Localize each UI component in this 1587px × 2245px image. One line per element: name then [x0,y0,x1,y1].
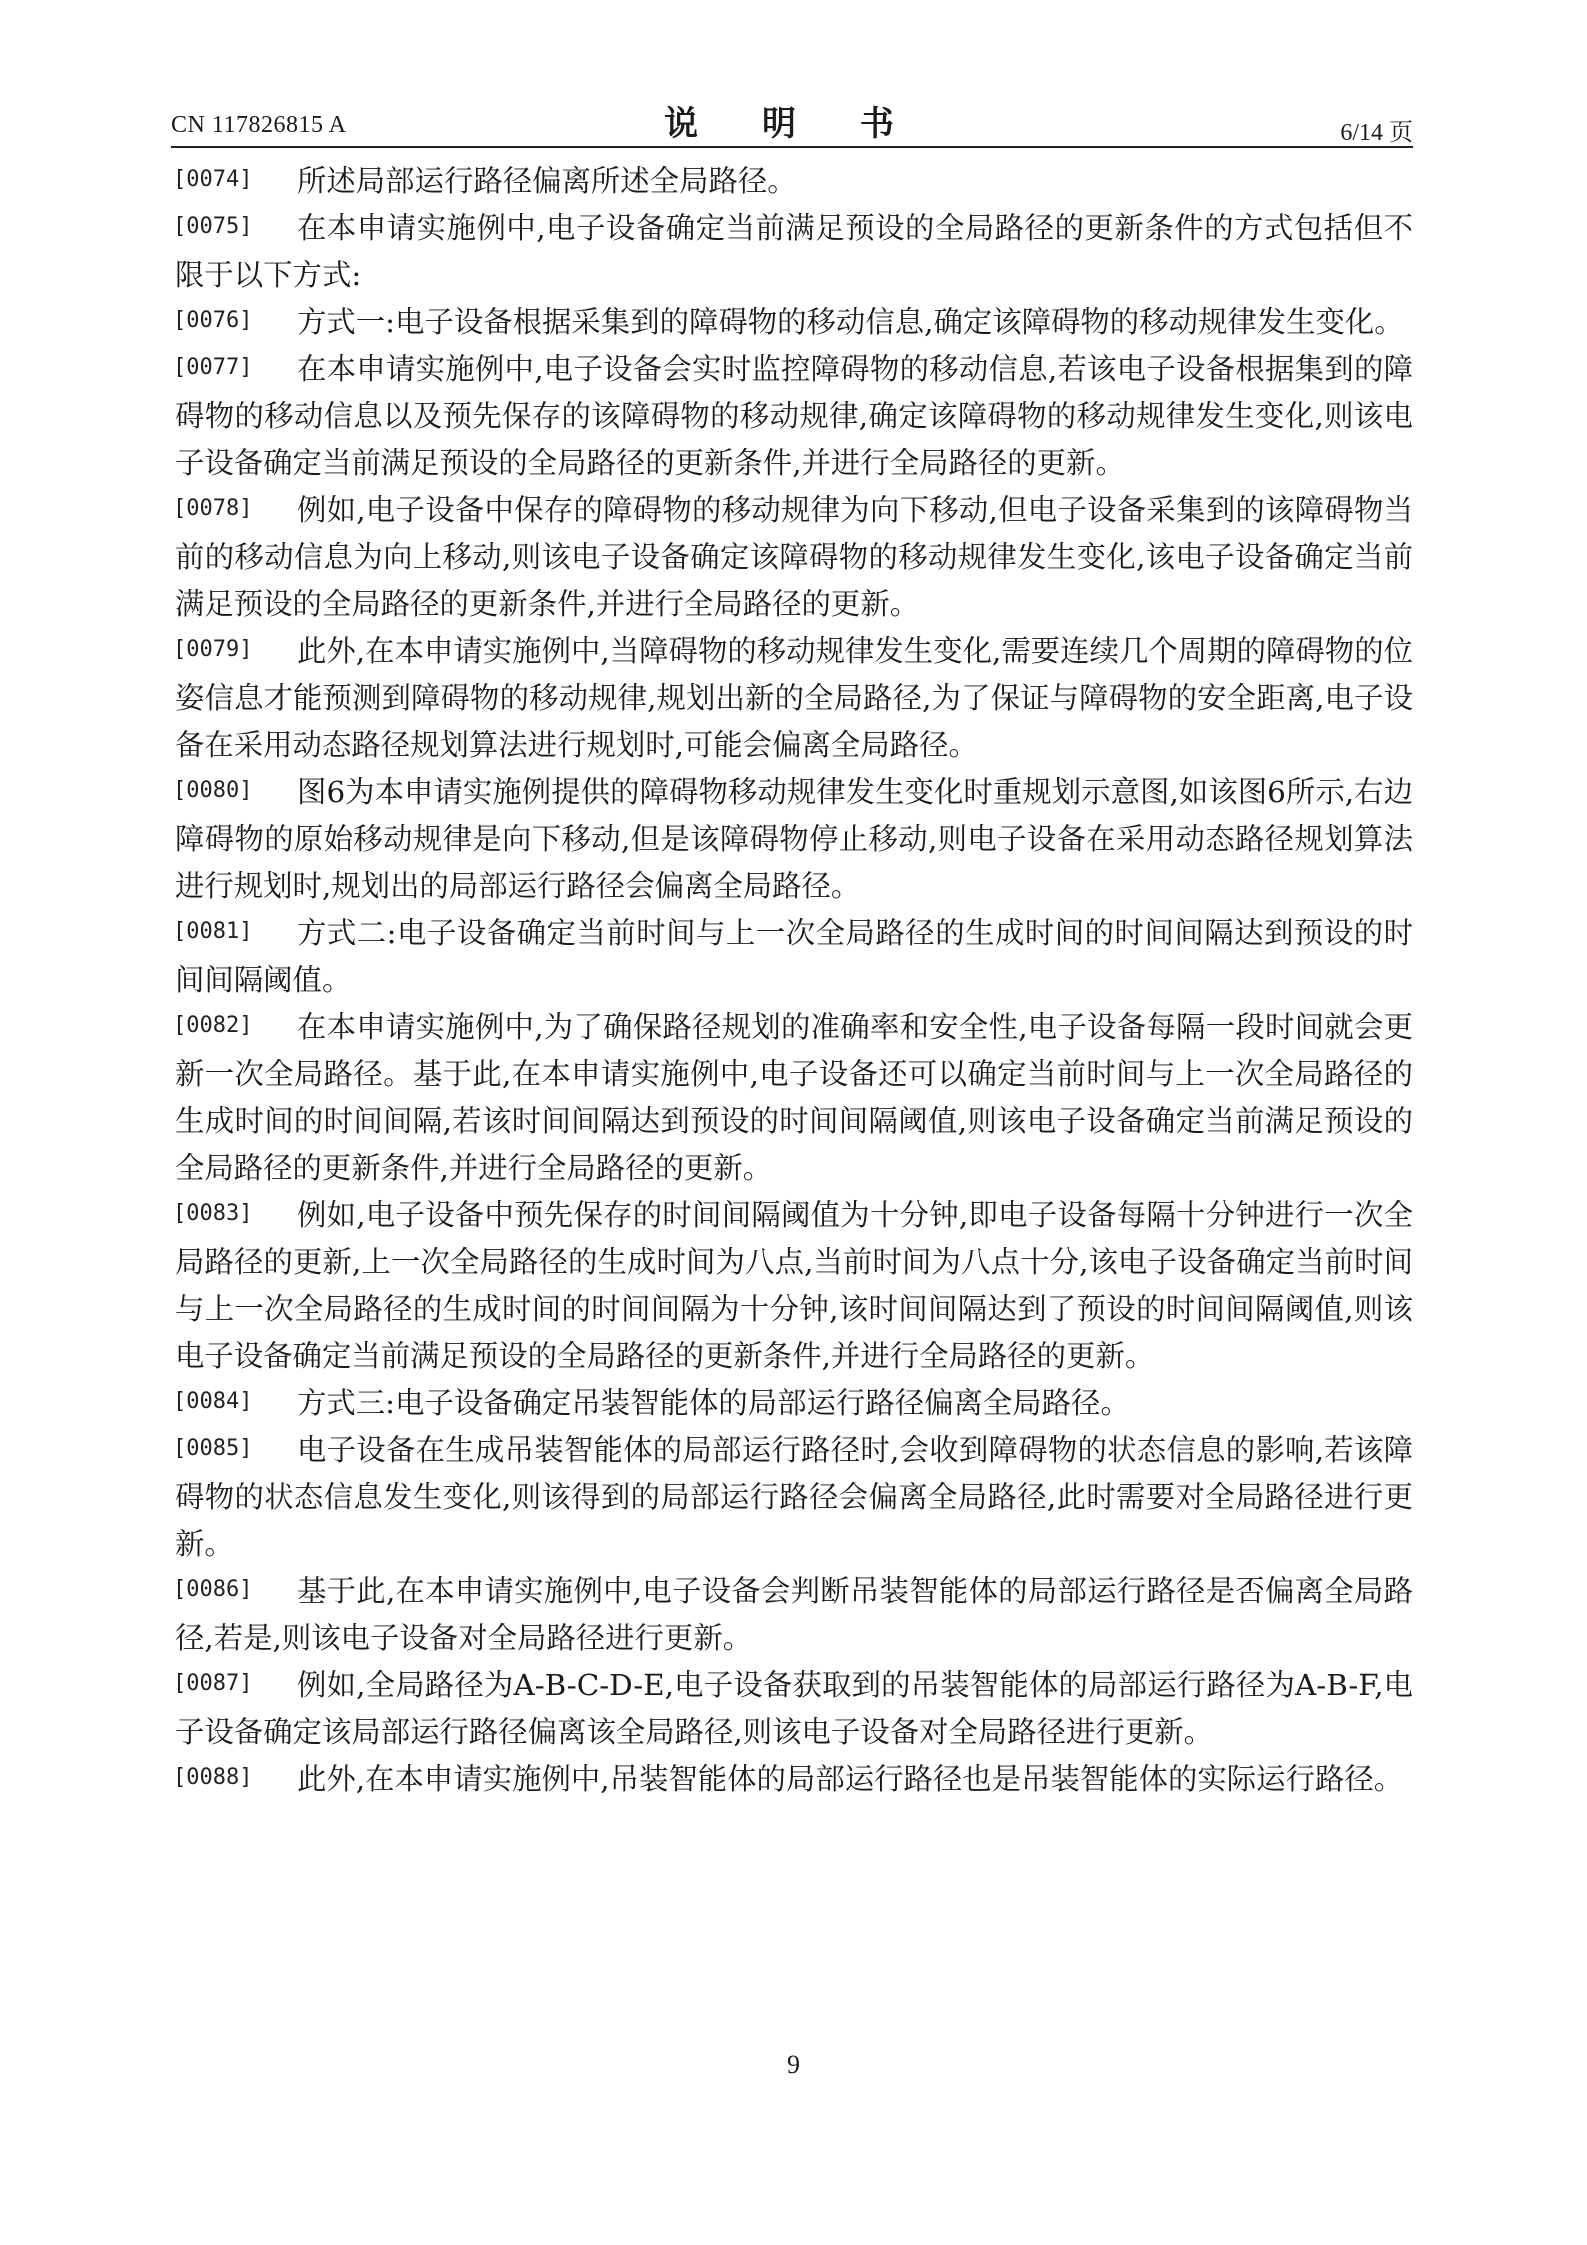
paragraph-text: 在本申请实施例中,为了确保路径规划的准确率和安全性,电子设备每隔一段时间就会更新一次全局路径。基于此,在本申请实施例中,电子设备还可以确定当前时间与上一次全局路径的生成时间的时间间隔,若该时间间隔达到预设的时间间隔阈值,则该电子设备确定当前满足预设的全局路径的更新条件,并进行全局路径的更新。 [175,1010,1413,1185]
paragraph-number: [0076] [173,308,253,333]
paragraph-number: [0079] [173,637,253,662]
page-header [171,96,1413,144]
paragraph [175,205,1413,299]
paragraph-number: [0080] [173,778,253,803]
paragraph-text: 例如,电子设备中保存的障碍物的移动规律为向下移动,但电子设备采集到的该障碍物当前的移动信息为向上移动,则该电子设备确定该障碍物的移动规律发生变化,该电子设备确定当前满足预设的全局路径的更新条件,并进行全局路径的更新。 [175,493,1413,621]
paragraph [175,487,1413,628]
paragraph-number: [0083] [173,1201,253,1226]
paragraph-text: 例如,全局路径为A-B-C-D-E,电子设备获取到的吊装智能体的局部运行路径为A-B-F,电子设备确定该局部运行路径偏离该全局路径,则该电子设备对全局路径进行更新。 [175,1668,1413,1749]
document-title: 说 明 书 [664,104,920,144]
paragraph [175,910,1413,1004]
paragraph [175,299,1413,346]
paragraph [175,346,1413,487]
paragraph-number: [0087] [173,1671,253,1696]
paragraph [175,158,1413,205]
paragraph-number: [0074] [173,167,253,192]
paragraph-number: [0078] [173,496,253,521]
paragraph [175,1568,1413,1662]
paragraph [175,1192,1413,1380]
paragraph-text: 在本申请实施例中,电子设备会实时监控障碍物的移动信息,若该电子设备根据集到的障碍物的移动信息以及预先保存的该障碍物的移动规律,确定该障碍物的移动规律发生变化,则该电子设备确定当前满足预设的全局路径的更新条件,并进行全局路径的更新。 [175,352,1413,480]
paragraph-text: 所述局部运行路径偏离所述全局路径。 [297,164,797,198]
paragraph-number: [0084] [173,1389,253,1414]
paragraph-text: 图6为本申请实施例提供的障碍物移动规律发生变化时重规划示意图,如该图6所示,右边障碍物的原始移动规律是向下移动,但是该障碍物停止移动,则电子设备在采用动态路径规划算法进行规划时,规划出的局部运行路径会偏离全局路径。 [175,775,1413,903]
paragraph-text: 在本申请实施例中,电子设备确定当前满足预设的全局路径的更新条件的方式包括但不限于以下方式: [175,211,1413,292]
publication-number: CN 117826815 A [171,112,347,138]
paragraph-number: [0077] [173,355,253,380]
paragraph-number: [0081] [173,919,253,944]
paragraph-text: 此外,在本申请实施例中,吊装智能体的局部运行路径也是吊装智能体的实际运行路径。 [297,1762,1404,1796]
paragraph-text: 方式三:电子设备确定吊装智能体的局部运行路径偏离全局路径。 [297,1386,1130,1420]
paragraph-text: 方式二:电子设备确定当前时间与上一次全局路径的生成时间的时间间隔达到预设的时间间隔阈值。 [175,916,1413,997]
paragraph-number: [0086] [173,1577,253,1602]
paragraph [175,1380,1413,1427]
page-count: 6/14 页 [1340,120,1413,146]
paragraph [175,1004,1413,1192]
header-divider [171,146,1413,148]
paragraph [175,1427,1413,1568]
page-number: 9 [787,2050,800,2079]
paragraph-text: 方式一:电子设备根据采集到的障碍物的移动信息,确定该障碍物的移动规律发生变化。 [297,305,1404,339]
paragraph-number: [0088] [173,1765,253,1790]
paragraph-number: [0082] [173,1013,253,1038]
paragraph [175,769,1413,910]
paragraph-text: 电子设备在生成吊装智能体的局部运行路径时,会收到障碍物的状态信息的影响,若该障碍物的状态信息发生变化,则该得到的局部运行路径会偏离全局路径,此时需要对全局路径进行更新。 [175,1433,1413,1561]
paragraph-text: 例如,电子设备中预先保存的时间间隔阈值为十分钟,即电子设备每隔十分钟进行一次全局路径的更新,上一次全局路径的生成时间为八点,当前时间为八点十分,该电子设备确定当前时间与上一次全局路径的生成时间的时间间隔为十分钟,该时间间隔达到了预设的时间间隔阈值,则该电子设备确定当前满足预设的全局路径的更新条件,并进行全局路径的更新。 [175,1198,1413,1373]
paragraph [175,1756,1413,1803]
paragraph-number: [0075] [173,214,253,239]
paragraph [175,1662,1413,1756]
paragraph-text: 此外,在本申请实施例中,当障碍物的移动规律发生变化,需要连续几个周期的障碍物的位姿信息才能预测到障碍物的移动规律,规划出新的全局路径,为了保证与障碍物的安全距离,电子设备在采用动态路径规划算法进行规划时,可能会偏离全局路径。 [175,634,1413,762]
paragraph-text: 基于此,在本申请实施例中,电子设备会判断吊装智能体的局部运行路径是否偏离全局路径,若是,则该电子设备对全局路径进行更新。 [175,1574,1413,1655]
description-body [175,158,1413,1803]
paragraph [175,628,1413,769]
paragraph-number: [0085] [173,1436,253,1461]
